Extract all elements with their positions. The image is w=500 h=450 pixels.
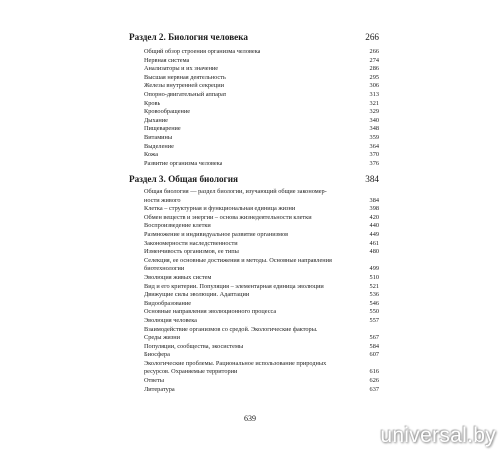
toc-entry xyxy=(144,91,379,100)
toc-entry xyxy=(144,134,379,143)
entry-title-line1: Взаимодействие организмов со средой. Экологические факторы. xyxy=(144,325,318,333)
entry-page: 376 xyxy=(369,159,379,167)
section-entries xyxy=(144,48,379,168)
section-title: Раздел 3. Общая биология xyxy=(129,174,238,184)
entry-title: Движущие силы эволюции. Адаптации xyxy=(144,291,250,299)
entry-page: 480 xyxy=(369,248,379,256)
toc-entry xyxy=(144,317,379,326)
toc-entry xyxy=(144,300,379,309)
toc-entry xyxy=(144,248,379,257)
entry-title-line2-row xyxy=(144,334,379,343)
entry-title: Популяции, сообщества, экосистемы xyxy=(144,342,244,350)
toc-entry xyxy=(144,274,379,283)
toc-entry xyxy=(144,117,379,126)
entry-page: 584 xyxy=(369,342,379,350)
entry-title-line2-row xyxy=(144,265,379,274)
entry-title: Развитие организма человека xyxy=(144,159,223,167)
toc-entry xyxy=(144,100,379,109)
entry-title: Выделение xyxy=(144,142,174,150)
entry-title-line2: биотехнологии xyxy=(144,265,185,273)
entry-title: Эволюция живых систем xyxy=(144,273,212,281)
toc-entry xyxy=(144,205,379,214)
entry-page: 557 xyxy=(369,316,379,324)
entry-title-line2: ресурсов. Охраняемые территории xyxy=(144,368,238,376)
section-3 xyxy=(129,174,379,394)
entry-page: 364 xyxy=(369,142,379,150)
entry-page: 370 xyxy=(369,151,379,159)
entry-page: 286 xyxy=(369,65,379,73)
entry-page: 321 xyxy=(369,99,379,107)
entry-title: Основные направления эволюционного процесса xyxy=(144,308,277,316)
toc-entry xyxy=(144,308,379,317)
entry-title: Клетка – структурная и функциональная единица жизни xyxy=(144,205,296,213)
entry-title: Витамины xyxy=(144,133,173,141)
watermark-logo: universal.by xyxy=(380,424,496,447)
section-page: 384 xyxy=(365,174,379,184)
entry-title: Кровообращение xyxy=(144,108,191,116)
toc-entry xyxy=(144,351,379,360)
entry-title: Кровь xyxy=(144,99,161,107)
entry-title-line2: ности живого xyxy=(144,196,181,204)
entry-page: 313 xyxy=(369,90,379,98)
entry-page: 384 xyxy=(369,196,379,204)
entry-title: Анализаторы и их значение xyxy=(144,65,219,73)
entry-page: 567 xyxy=(369,334,379,342)
entry-title-line2: Среды жизни xyxy=(144,334,181,342)
entry-title-line2-row xyxy=(144,368,379,377)
entry-title: Опорно-двигательный аппарат xyxy=(144,90,227,98)
entry-page: 637 xyxy=(369,385,379,393)
entry-page: 398 xyxy=(369,205,379,213)
entry-page: 521 xyxy=(369,282,379,290)
entry-title: Обмен веществ и энергии – основа жизнедеятельности клетки xyxy=(144,213,312,221)
entry-title: Воспроизведение клетки xyxy=(144,222,211,230)
entry-page: 340 xyxy=(369,116,379,124)
entry-title: Общий обзор строения организма человека xyxy=(144,48,261,55)
entry-title: Кожа xyxy=(144,151,159,159)
toc-entry xyxy=(144,160,379,169)
toc-entry xyxy=(144,283,379,292)
entry-title-line1: Общая биология — раздел биологии, изучающий общие закономер- xyxy=(144,188,327,195)
toc-entry xyxy=(144,82,379,91)
section-2 xyxy=(129,32,379,168)
entry-page: 626 xyxy=(369,377,379,385)
entry-title: Пищеварение xyxy=(144,125,181,133)
entry-title: Дыхание xyxy=(144,116,168,124)
entry-title: Высшая нервная деятельность xyxy=(144,73,226,81)
entry-title: Размножение и индивидуальное развитие организмов xyxy=(144,230,289,238)
entry-title: Железы внутренней секреции xyxy=(144,82,224,90)
entry-page: 306 xyxy=(369,82,379,90)
toc-entry xyxy=(144,231,379,240)
toc-entry xyxy=(144,57,379,66)
entry-title: Нервная система xyxy=(144,56,190,64)
toc-entry xyxy=(144,125,379,134)
entry-page: 449 xyxy=(369,230,379,238)
toc-entry xyxy=(144,343,379,352)
entry-page: 295 xyxy=(369,73,379,81)
toc-entry xyxy=(144,377,379,386)
toc-entry xyxy=(144,291,379,300)
entry-page: 359 xyxy=(369,133,379,141)
toc-entry xyxy=(144,257,379,274)
entry-title: Изменчивость организмов, ее типы xyxy=(144,248,239,256)
toc-entry xyxy=(144,151,379,160)
entry-title-line2-row xyxy=(144,197,379,206)
entry-title: Вид и его критерии. Популяция – элементарная единица эволюции xyxy=(144,282,324,290)
entry-page: 607 xyxy=(369,351,379,359)
entry-page: 274 xyxy=(369,56,379,64)
entry-page: 440 xyxy=(369,222,379,230)
entry-title: Биосфера xyxy=(144,351,170,359)
toc-entry xyxy=(144,188,379,205)
toc-entry xyxy=(144,240,379,249)
toc-entry xyxy=(144,360,379,377)
toc-entry xyxy=(144,143,379,152)
entry-page: 266 xyxy=(369,48,379,55)
section-page: 266 xyxy=(365,32,379,42)
entry-title: Эволюция человека xyxy=(144,316,197,324)
page-number: 639 xyxy=(244,414,256,423)
toc-entry xyxy=(144,74,379,83)
toc-entry xyxy=(144,222,379,231)
toc-entry xyxy=(144,108,379,117)
toc-entry xyxy=(144,214,379,223)
section-heading xyxy=(129,174,379,185)
entry-title-line1: Экологические проблемы. Рациональное использование природных xyxy=(144,359,327,367)
entry-page: 420 xyxy=(369,213,379,221)
toc-entry xyxy=(144,48,379,57)
entry-page: 550 xyxy=(369,308,379,316)
entry-title: Ответы xyxy=(144,377,165,385)
entry-page: 510 xyxy=(369,273,379,281)
section-heading xyxy=(129,32,379,43)
entry-page: 536 xyxy=(369,291,379,299)
entry-page: 329 xyxy=(369,108,379,116)
entry-title: Видообразование xyxy=(144,299,192,307)
toc-entry xyxy=(144,65,379,74)
entry-page: 348 xyxy=(369,125,379,133)
entry-title-line1: Селекция, ее основные достижения и методы. Основные направления xyxy=(144,256,332,264)
section-entries xyxy=(144,188,379,394)
entry-title: Литература xyxy=(144,385,175,393)
entry-page: 499 xyxy=(369,265,379,273)
entry-title: Закономерности наследственности xyxy=(144,239,238,247)
entry-page: 461 xyxy=(369,239,379,247)
entry-page: 546 xyxy=(369,299,379,307)
toc-entry xyxy=(144,326,379,343)
section-title: Раздел 2. Биология человека xyxy=(129,32,248,42)
entry-page: 616 xyxy=(369,368,379,376)
toc-entry xyxy=(144,386,379,395)
